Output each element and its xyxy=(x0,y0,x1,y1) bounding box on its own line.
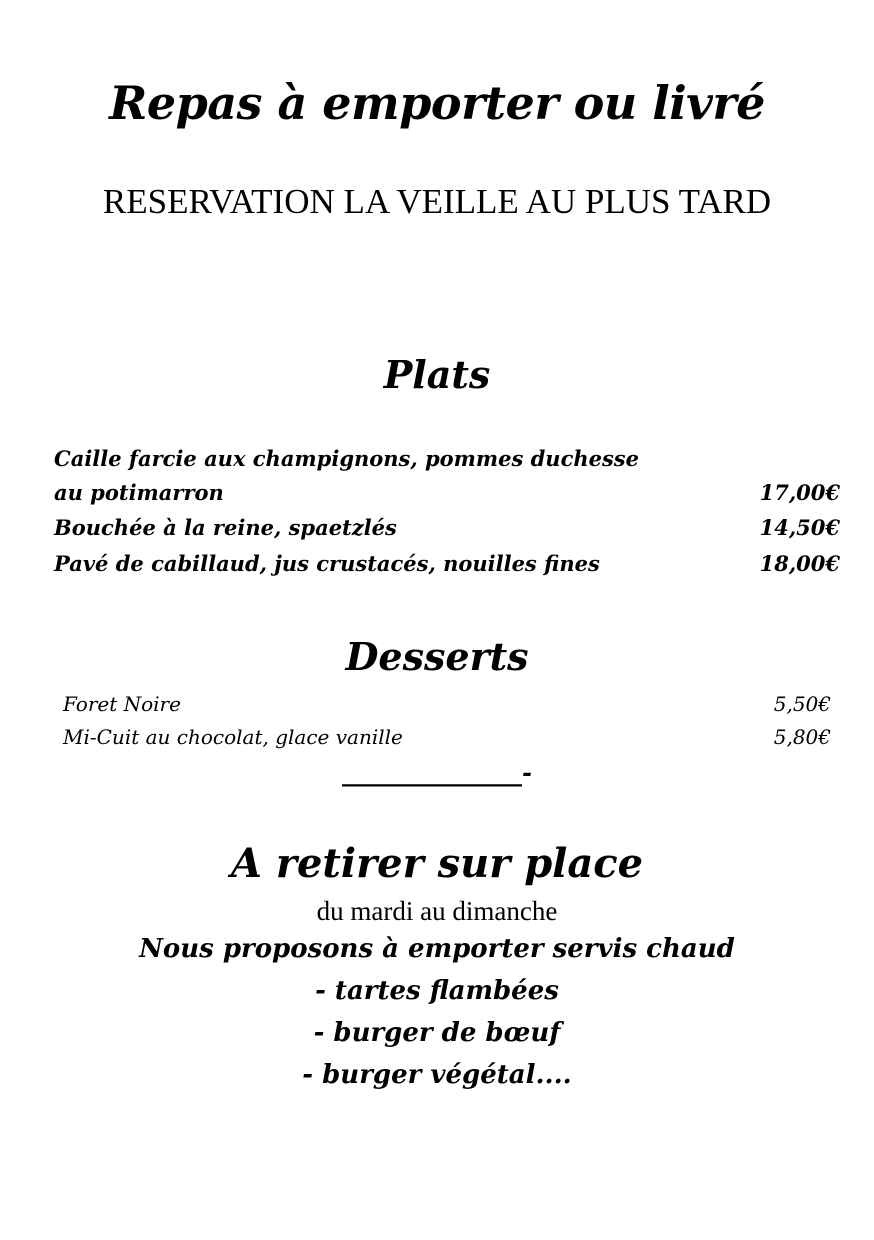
dessert-item xyxy=(63,725,831,757)
menu-item xyxy=(54,551,840,585)
menu-item-name: Bouchée à la reine, spaetzlés xyxy=(54,515,397,540)
menu-item-price: 14,50€ xyxy=(759,515,840,540)
dessert-item-price: 5,50€ xyxy=(773,692,831,716)
page-title: Repas à emporter ou livré xyxy=(109,76,765,130)
menu-item xyxy=(54,480,840,514)
pickup-days: du mardi au dimanche xyxy=(316,896,558,926)
divider-line: _______________- xyxy=(342,758,532,787)
offer-item: - tartes flambées xyxy=(315,976,559,1006)
menu-item-price: 17,00€ xyxy=(759,480,840,505)
menu-item-price: 18,00€ xyxy=(759,551,840,576)
offer-item: - burger de bœuf xyxy=(313,1018,561,1048)
menu-item-name: Caille farcie aux champignons, pommes duchesse xyxy=(54,446,639,471)
menu-item xyxy=(54,515,840,549)
reservation-notice: RESERVATION LA VEILLE AU PLUS TARD xyxy=(102,182,772,221)
menu-item-name: Pavé de cabillaud, jus crustacés, nouilles fines xyxy=(54,551,600,576)
dessert-item-name: Mi-Cuit au chocolat, glace vanille xyxy=(63,725,403,749)
offer-title: Nous proposons à emporter servis chaud xyxy=(139,934,735,964)
dessert-item-name: Foret Noire xyxy=(63,692,181,716)
section-heading-desserts: Desserts xyxy=(345,634,529,679)
dessert-item xyxy=(63,692,831,724)
offer-item: - burger végétal.... xyxy=(302,1060,572,1090)
section-heading-plats: Plats xyxy=(383,352,491,397)
section-heading-pickup: A retirer sur place xyxy=(230,840,644,887)
menu-item xyxy=(54,446,840,480)
dessert-item-price: 5,80€ xyxy=(773,725,831,749)
menu-item-name: au potimarron xyxy=(54,480,224,505)
